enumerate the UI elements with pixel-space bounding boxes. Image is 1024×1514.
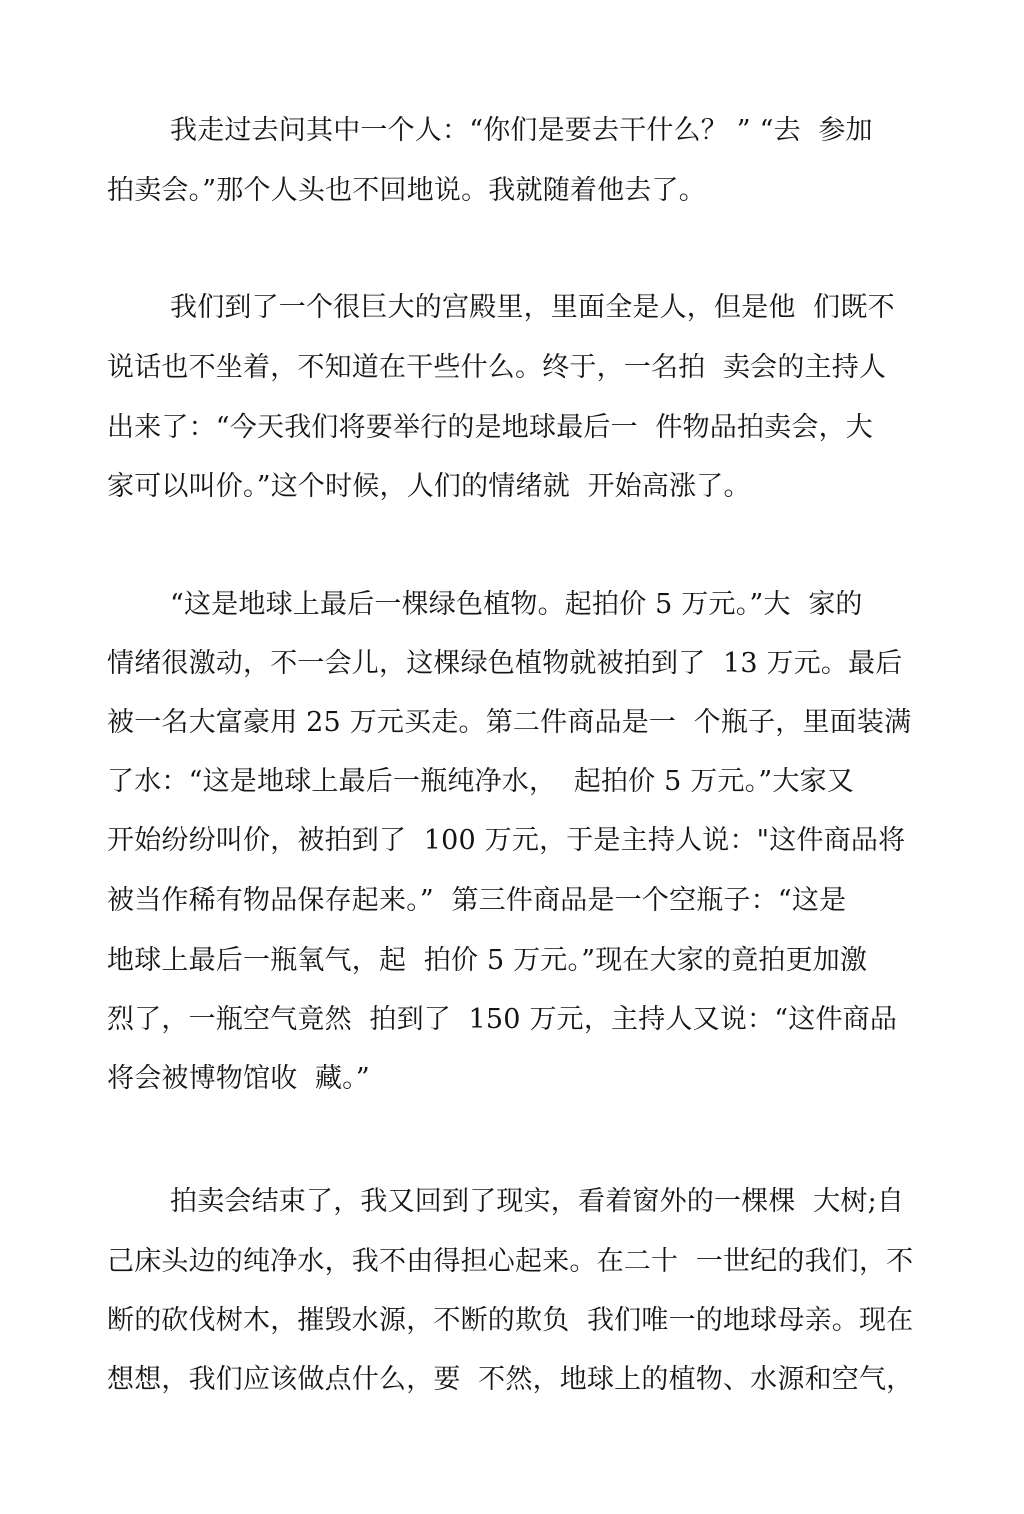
paragraph-1-line-1: 我走过去问其中一个人：“你们是要去干什么？ ” “去 参加 — [170, 115, 873, 146]
paragraph-3-line-1: “这是地球上最后一棵绿色植物。起拍价 5 万元。”大 家的 — [170, 589, 863, 620]
paragraph-3-line-4: 了水：“这是地球上最后一瓶纯净水， 起拍价 5 万元。”大家又 — [107, 766, 855, 797]
paragraph-3-line-2: 情绪很激动，不一会儿，这棵绿色植物就被拍到了 13 万元。最后 — [107, 648, 903, 679]
paragraph-2-line-3: 出来了：“今天我们将要举行的是地球最后一 件物品拍卖会，大 — [107, 412, 873, 443]
paragraph-4-line-1: 拍卖会结束了，我又回到了现实，看着窗外的一棵棵 大树;自 — [170, 1186, 905, 1217]
paragraph-4-line-2: 己床头边的纯净水，我不由得担心起来。在二十 一世纪的我们，不 — [107, 1246, 914, 1277]
paragraph-3-line-8: 烈了，一瓶空气竟然 拍到了 150 万元，主持人又说：“这件商品 — [107, 1004, 898, 1035]
paragraph-3-line-3: 被一名大富豪用 25 万元买走。第二件商品是一 个瓶子，里面装满 — [107, 707, 912, 738]
paragraph-3-line-9: 将会被博物馆收 藏。” — [107, 1063, 370, 1094]
paragraph-4-line-4: 想想，我们应该做点什么，要 不然，地球上的植物、水源和空气， — [107, 1364, 914, 1395]
paragraph-1-line-2: 拍卖会。”那个人头也不回地说。我就随着他去了。 — [107, 175, 706, 206]
paragraph-2-line-2: 说话也不坐着，不知道在干些什么。终于，一名拍 卖会的主持人 — [107, 352, 887, 383]
paragraph-3-line-5: 开始纷纷叫价，被拍到了 100 万元，于是主持人说："这件商品将 — [107, 825, 906, 856]
paragraph-4-line-3: 断的砍伐树木，摧毁水源，不断的欺负 我们唯一的地球母亲。现在 — [107, 1305, 914, 1336]
paragraph-2-line-4: 家可以叫价。”这个时候，人们的情绪就 开始高涨了。 — [107, 471, 751, 502]
paragraph-3-line-7: 地球上最后一瓶氧气，起 拍价 5 万元。”现在大家的竟拍更加激 — [107, 945, 868, 976]
paragraph-3-line-6: 被当作稀有物品保存起来。” 第三件商品是一个空瓶子：“这是 — [107, 885, 847, 916]
paragraph-2-line-1: 我们到了一个很巨大的宫殿里，里面全是人，但是他 们既不 — [170, 292, 895, 323]
